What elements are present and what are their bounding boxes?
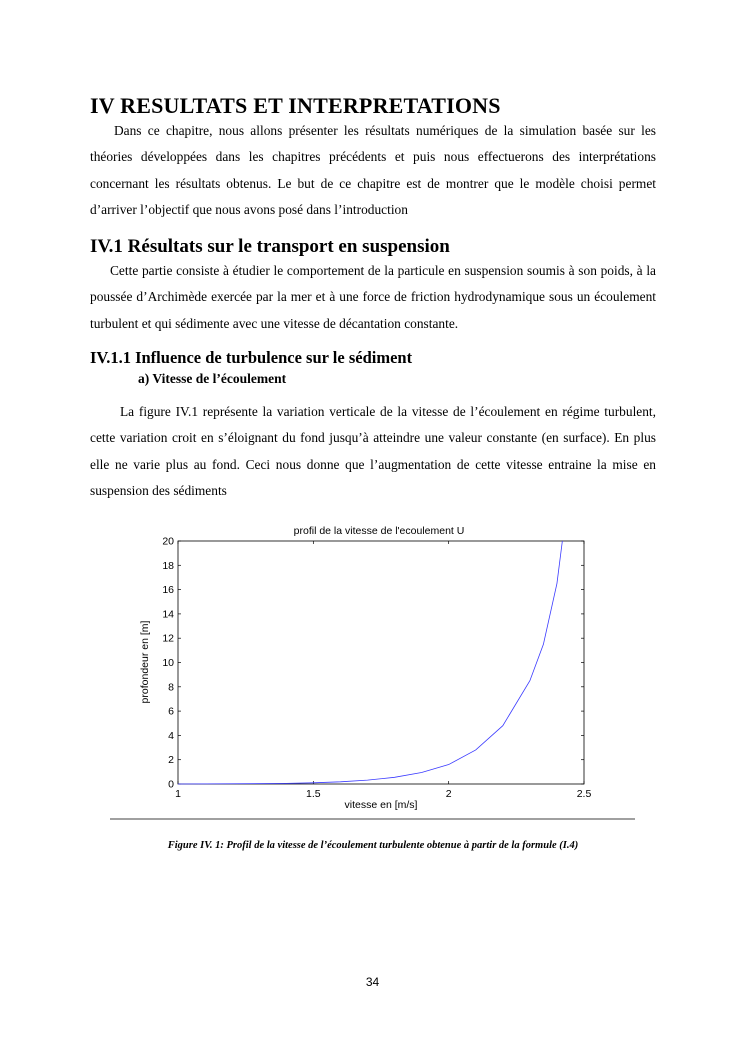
y-tick-label: 10 [162, 657, 174, 669]
x-tick-label: 1.5 [306, 788, 321, 800]
plot-frame [178, 541, 584, 784]
figure-description-paragraph: La figure IV.1 représente la variation verticale de la vitesse de l’écoulement en régime turbulent, cette variation croit en s’éloignant du fond jusqu’à atteindre une valeur constante (en surface). En plus elle ne varie plus au fond. Ceci nous donne que l’augmentation de cette vitesse entraine la mise en suspension des sédiments [90, 404, 656, 498]
x-tick-label: 2 [445, 788, 452, 800]
section-title: IV RESULTATS ET INTERPRETATIONS [90, 93, 501, 118]
y-tick-label: 16 [162, 584, 174, 597]
y-tick-label: 6 [168, 705, 174, 718]
list-item-a: a) Vitesse de l’écoulement [138, 371, 287, 386]
y-tick-label: 0 [168, 778, 174, 791]
y-tick-label: 8 [168, 681, 174, 694]
y-tick-label: 18 [162, 559, 174, 572]
velocity-profile-chart [110, 520, 640, 822]
x-tick-label: 2.5 [576, 788, 592, 800]
subsection-title: IV.1 Résultats sur le transport en suspension [90, 236, 450, 257]
subsubsection-title: IV.1.1 Influence de turbulence sur le sédiment [90, 348, 413, 367]
y-axis-label: profondeur en [m] [139, 620, 151, 704]
axis-ticks [162, 536, 591, 801]
subsection-paragraph: Cette partie consiste à étudier le comportement de la particule en suspension soumis à son poids, à la poussée d’Archimède exercée par la mer et à une force de friction hydrodynamique sous un écoulement turbulent et qui sédimente avec une vitesse de décantation constante. [90, 263, 656, 331]
intro-paragraph: Dans ce chapitre, nous allons présenter les résultats numériques de la simulation basée sur les théories développées dans les chapitres précédents et puis nous effectuerons des interprétations concernant les résultats obtenus. Le but de ce chapitre est de montrer que le modèle choisi permet d’arriver l’objectif que nous avons posé dans l’introduction [90, 123, 656, 217]
x-tick-label: 1 [175, 788, 181, 800]
x-axis-label: vitesse en [m/s] [344, 799, 418, 811]
chart-title: profil de la vitesse de l'ecoulement U [293, 525, 465, 537]
y-tick-label: 12 [162, 632, 174, 645]
y-tick-label: 20 [162, 535, 174, 548]
figure-caption: Figure IV. 1: Profil de la vitesse de l’écoulement turbulente obtenue à partir de la formule (I.4) [167, 840, 579, 851]
page-number: 34 [365, 975, 380, 989]
y-tick-label: 4 [168, 729, 174, 742]
y-tick-label: 14 [162, 608, 174, 621]
y-tick-label: 2 [168, 754, 174, 767]
data-series-line [178, 541, 562, 784]
